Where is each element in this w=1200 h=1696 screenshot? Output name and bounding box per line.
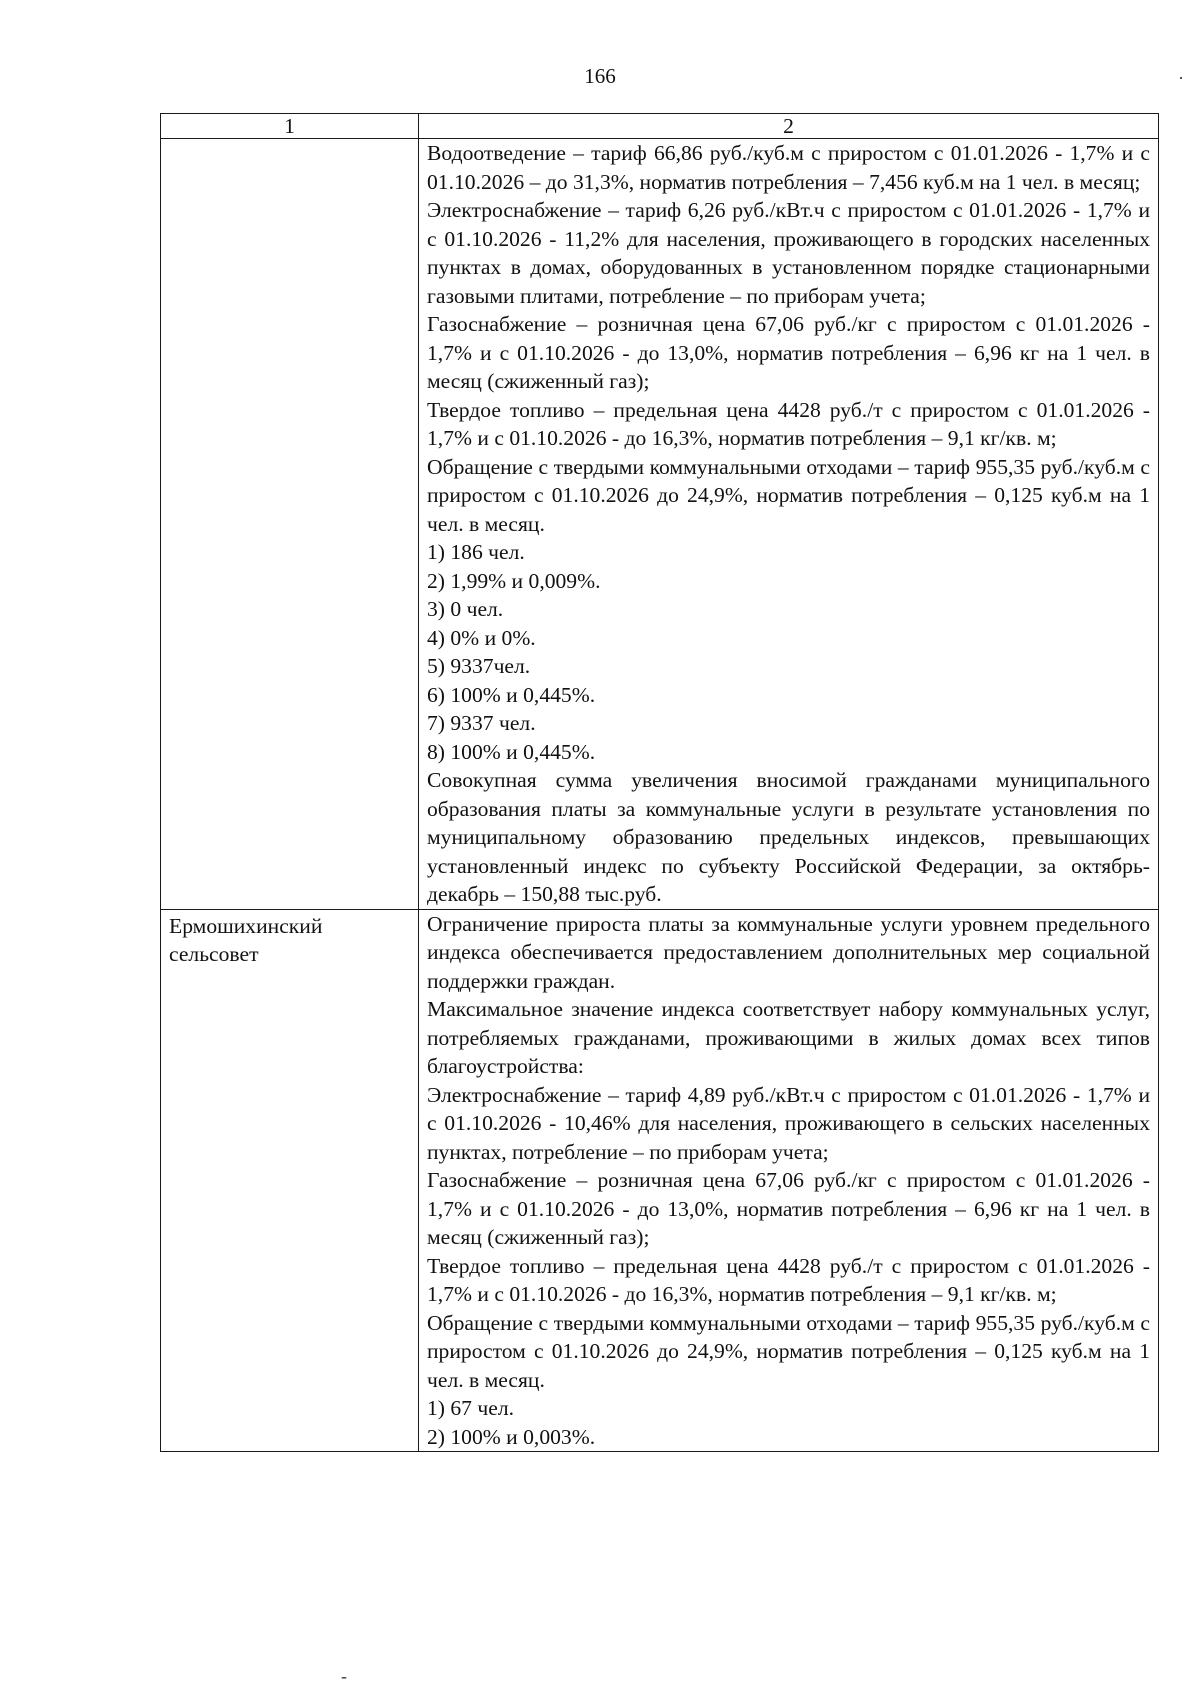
list-item: 1) 67 чел. (427, 1396, 514, 1420)
paragraph-waste: Обращение с твердыми коммунальными отходами – тариф 955,35 руб./куб.м с приростом с 01.10.2026 до 24,9%, норматив потребления – 0,125 куб.м на 1 чел. в месяц. (427, 454, 1150, 536)
table-row (161, 139, 1159, 910)
list-item: 2) 1,99% и 0,009%. (427, 568, 601, 593)
scan-speck: · (1178, 68, 1184, 88)
paragraph-water-disposal: Водоотведение – тариф 66,86 руб./куб.м с приростом с 01.01.2026 - 1,7% и с 01.10.2026 – до 31,3%, норматив потребления – 7,456 куб.м на 1 чел. в месяц; (427, 141, 1150, 194)
description-cell (419, 909, 1159, 1452)
list-item: 4) 0% и 0%. (427, 625, 536, 650)
list-item: 5) 9337чел. (427, 654, 531, 678)
municipality-cell (161, 139, 419, 910)
list-item: 7) 9337 чел. (427, 711, 536, 735)
description-cell (419, 139, 1159, 910)
list-item: 8) 100% и 0,445%. (427, 739, 596, 764)
column-header-2: 2 (419, 114, 1159, 139)
paragraph-limit: Ограничение прироста платы за коммунальные услуги уровнем предельного индекса обеспечивается предоставлением дополнительных мер социальной поддержки граждан. (427, 911, 1150, 993)
page-number: 166 (584, 64, 616, 88)
list-item: 6) 100% и 0,445%. (427, 682, 596, 707)
tariff-table (160, 113, 1159, 1452)
paragraph-solid-fuel: Твердое топливо – предельная цена 4428 руб./т с приростом с 01.01.2026 - 1,7% и с 01.10.2026 - до 16,3%, норматив потребления – 9,1 кг/кв. м; (427, 397, 1150, 450)
paragraph-gas: Газоснабжение – розничная цена 67,06 руб./кг с приростом с 01.01.2026 - 1,7% и с 01.10.2026 - до 13,0%, норматив потребления – 6,96 кг на 1 чел. в месяц (сжиженный газ); (427, 312, 1150, 393)
scan-speck: - (341, 1666, 347, 1686)
municipality-cell: Ермошихинский сельсовет (161, 909, 419, 1452)
table-row (161, 909, 1159, 1452)
paragraph-electricity: Электроснабжение – тариф 4,89 руб./кВт.ч с приростом с 01.01.2026 - 1,7% и с 01.10.2026 - 10,46% для населения, проживающего в сельских населенных пунктах, потребление – по приборам учета; (427, 1082, 1150, 1164)
list-item: 1) 186 чел. (427, 540, 525, 564)
paragraph-solid-fuel: Твердое топливо – предельная цена 4428 руб./т с приростом с 01.01.2026 - 1,7% и с 01.10.2026 - до 16,3%, норматив потребления – 9,1 кг/кв. м; (427, 1253, 1150, 1306)
list-item: 3) 0 чел. (427, 597, 504, 621)
paragraph-electricity: Электроснабжение – тариф 6,26 руб./кВт.ч с приростом с 01.01.2026 - 1,7% и с 01.10.2026 - 11,2% для населения, проживающего в городских населенных пунктах в домах, оборудованных в установленном порядке стационарными газовыми плитами, потребление – по приборам учета; (427, 198, 1150, 308)
paragraph-gas: Газоснабжение – розничная цена 67,06 руб./кг с приростом с 01.01.2026 - 1,7% и с 01.10.2026 - до 13,0%, норматив потребления – 6,96 кг на 1 чел. в месяц (сжиженный газ); (427, 1168, 1150, 1249)
paragraph-summary: Совокупная сумма увеличения вносимой гражданами муниципального образования платы за коммунальные услуги в результате установления по муниципальному образованию предельных индексов, превышающих установленный индекс по субъекту Российской Федерации, за октябрь-декабрь – 150,88 тыс.руб. (427, 768, 1150, 906)
paragraph-max-index: Максимальное значение индекса соответствует набору коммунальных услуг, потребляемых гражданами, проживающими в жилых домах всех типов благоустройства: (427, 997, 1150, 1078)
list-item: 2) 100% и 0,003%. (427, 1424, 596, 1449)
column-header-1: 1 (161, 114, 419, 139)
table-header-row (161, 114, 1159, 139)
paragraph-waste: Обращение с твердыми коммунальными отходами – тариф 955,35 руб./куб.м с приростом с 01.10.2026 до 24,9%, норматив потребления – 0,125 куб.м на 1 чел. в месяц. (427, 1310, 1150, 1392)
